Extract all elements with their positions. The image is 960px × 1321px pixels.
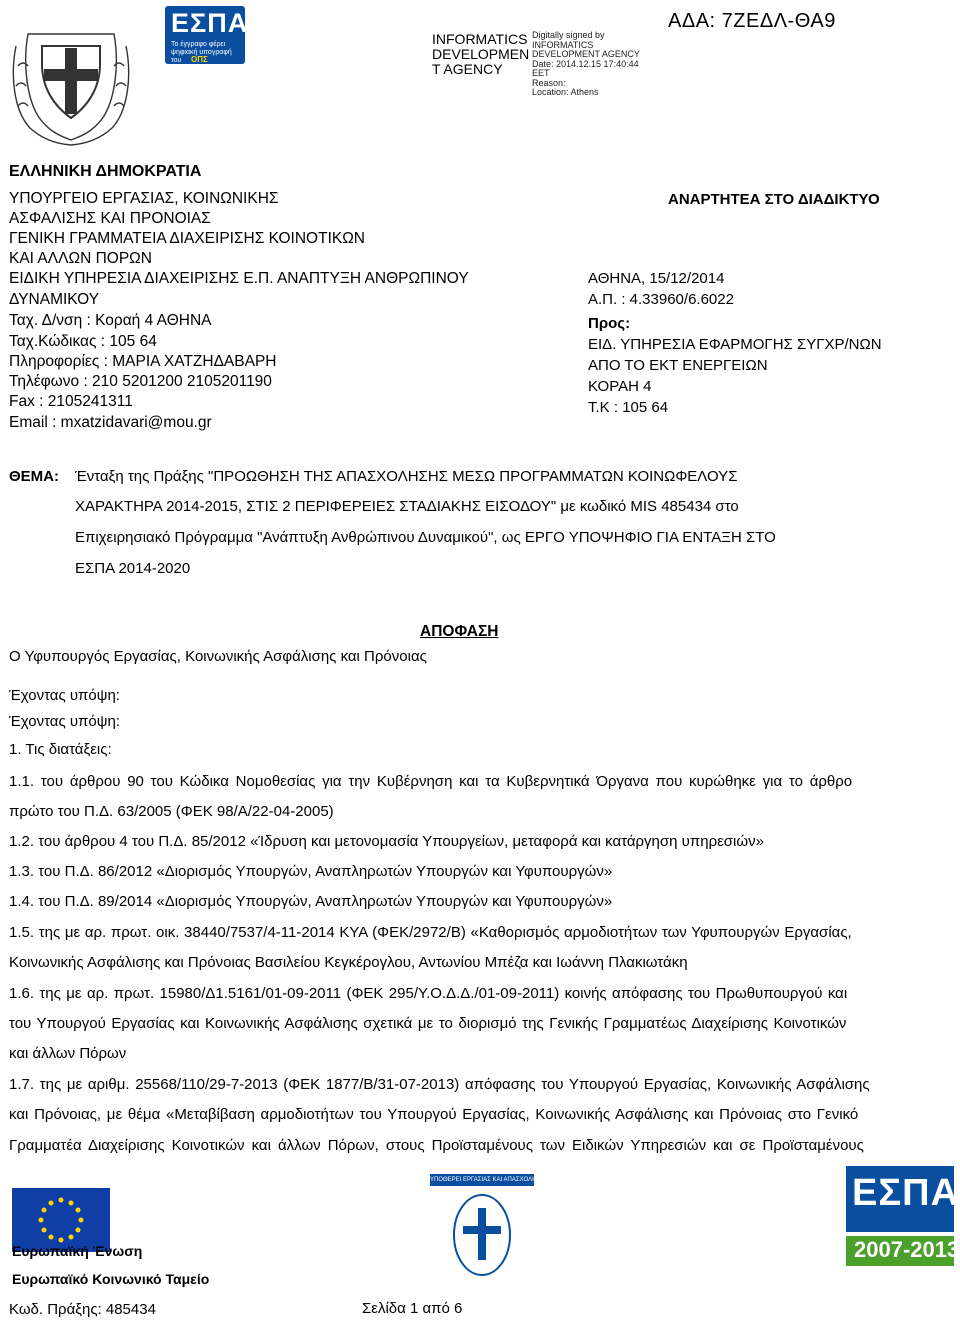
special-service-line: ΕΙΔΙΚΗ ΥΠΗΡΕΣΙΑ ΔΙΑΧΕΙΡΙΣΗΣ Ε.Π. ΑΝΑΠΤΥΞΗ ΑΝΘΡΩΠΙΝΟΥ	[9, 270, 469, 287]
recipient-line: ΑΠΟ ΤΟ ΕΚΤ ΕΝΕΡΓΕΙΩΝ	[588, 357, 768, 374]
espa-stamp-logo	[165, 6, 249, 64]
recipient-line: ΕΙΔ. ΥΠΗΡΕΣΙΑ ΕΦΑΡΜΟΓΗΣ ΣΥΓΧΡ/ΝΩΝ	[588, 336, 882, 353]
provision-item: Κοινωνικής Ασφάλισης και Πρόνοιας Βασιλείου Κεγκέρογλου, Αντωνίου Μπέζα και Ιωάννη Πλακιωτάκη	[9, 954, 688, 971]
signature-org-line: INFORMATICS	[432, 31, 528, 47]
greek-emblem-icon	[8, 6, 134, 146]
special-service-line: ΔΥΝΑΜΙΚΟΥ	[9, 291, 100, 308]
postal-code: Ταχ.Κώδικας : 105 64	[9, 333, 157, 350]
recipient-label: Προς:	[588, 315, 631, 332]
espa-stamp-title: ΕΣΠΑ	[171, 8, 249, 38]
general-secretariat-line: ΓΕΝΙΚΗ ΓΡΑΜΜΑΤΕΙΑ ΔΙΑΧΕΙΡΙΣΗΣ ΚΟΙΝΟΤΙΚΩΝ	[9, 230, 365, 247]
provision-item: 1.1. του άρθρου 90 του Κώδικα Νομοθεσίας για την Κυβέρνηση και τα Κυβερνητικά Όργανα που κυρώθηκε για το άρθρο	[9, 773, 853, 790]
decision-authority: Ο Υφυπουργός Εργασίας, Κοινωνικής Ασφάλισης και Πρόνοιας	[9, 648, 427, 665]
provision-item: 1.6. της με αρ. πρωτ. 15980/Δ1.5161/01-09-2011 (ΦΕΚ 295/Υ.Ο.Δ.Δ./01-09-2011) κοινής απόφασης του Πρωθυπουργού και	[9, 985, 848, 1002]
fax-number: Fax : 2105241311	[9, 393, 133, 410]
subject-line: ΕΣΠΑ 2014-2020	[75, 560, 191, 577]
republic-title: ΕΛΛΗΝΙΚΗ ΔΗΜΟΚΡΑΤΙΑ	[9, 163, 202, 180]
signature-detail-line: DEVELOPMENT AGENCY	[532, 49, 640, 59]
espa-stamp-note: Το έγγραφο φέρει ψηφιακή υπογραφή του	[171, 41, 232, 64]
provision-item: 1.5. της με αρ. πρωτ. οικ. 38440/7537/4-11-2014 ΚΥΑ (ΦΕΚ/2972/Β) «Καθορισμός αρμοδιοτήτων των Υφυπουργών Εργασίας,	[9, 924, 852, 941]
posting-notice: ΑΝΑΡΤΗΤΕΑ ΣΤΟ ΔΙΑΔΙΚΤΥΟ	[668, 191, 880, 208]
ministry-labour-logo	[426, 1160, 549, 1290]
provision-item: και άλλων Πόρων	[9, 1045, 127, 1062]
postal-address: Ταχ. Δ/νση : Κοραή 4 ΑΘΗΝΑ	[9, 312, 212, 329]
considering-heading: Έχοντας υπόψη:	[9, 713, 120, 730]
subject-line: Ένταξη της Πράξης "ΠΡΟΩΘΗΣΗ ΤΗΣ ΑΠΑΣΧΟΛΗΣΗΣ ΜΕΣΩ ΠΡΟΓΡΑΜΜΑΤΩΝ ΚΟΙΝΩΦΕΛΟΥΣ	[75, 468, 738, 485]
espa-logo-years: 2007-2013	[854, 1237, 960, 1262]
signature-detail-line: INFORMATICS	[532, 39, 594, 50]
contact-person: Πληροφορίες : ΜΑΡΙΑ ΧΑΤΖΗΔΑΒΑΡΗ	[9, 353, 277, 370]
provision-item: και Πρόνοιας, με θέμα «Μεταβίβαση αρμοδιοτήτων του Υπουργού Εργασίας, Κοινωνικής Ασφάλισης και Πρόνοιας στο Γενικό	[9, 1106, 859, 1123]
provision-item: του Υπουργού Εργασίας και Κοινωνικής Ασφάλισης σχετικά με το διορισμό της Γενικής Γραμματέως Διαχείρισης Κοινοτικών	[9, 1015, 847, 1032]
provision-item: 1.3. του Π.Δ. 86/2012 «Διορισμός Υπουργών, Αναπληρωτών Υπουργών και Υφυπουργών»	[9, 863, 613, 880]
subject-line: Επιχειρησιακό Πρόγραμμα "Ανάπτυξη Ανθρώπινου Δυναμικού", ως ΕΡΓΟ ΥΠΟΨΗΦΙΟ ΓΙΑ ΕΝΤΑΞΗ ΣΤΟ	[75, 529, 776, 546]
provision-item: 1.2. του άρθρου 4 του Π.Δ. 85/2012 «Ίδρυση και μετονομασία Υπουργείων, μεταφορά και κατάργηση υπηρεσιών»	[9, 833, 764, 850]
considering-heading: Έχοντας υπόψη:	[9, 687, 120, 704]
signature-organization	[432, 32, 529, 77]
ministry-logo-banner: ΥΠΟΘΕΡΕΙ ΕΡΓΑΣΙΑΣ ΚΑΙ ΑΠΑΣΧΟΛΗΣΗΣ	[430, 1174, 534, 1186]
signature-detail-line: Digitally signed by	[532, 30, 605, 40]
recipient-line: Τ.Κ : 105 64	[588, 399, 669, 416]
espa-logo	[846, 1166, 960, 1266]
provision-item: πρώτο του Π.Δ. 63/2005 (ΦΕΚ 98/Α/22-04-2005)	[9, 803, 334, 820]
signature-org-line: DEVELOPMEN	[432, 46, 530, 62]
espa-logo-title: ΕΣΠΑ	[852, 1172, 960, 1214]
email-address: Email : mxatzidavari@mou.gr	[9, 414, 212, 431]
footer-page-number: Σελίδα 1 από 6	[362, 1300, 463, 1317]
signature-detail-line: Location: Athens	[532, 87, 599, 97]
ministry-line: ΑΣΦΑΛΙΣΗΣ ΚΑΙ ΠΡΟΝΟΙΑΣ	[9, 210, 211, 227]
protocol-number: Α.Π. : 4.33960/6.6022	[588, 291, 734, 308]
signature-org-line: T AGENCY	[432, 61, 503, 77]
provisions-heading: 1. Τις διατάξεις:	[9, 741, 112, 758]
footer-eu-label: Ευρωπαϊκή Ένωση	[12, 1243, 143, 1259]
provision-item: Γραμματέα Διαχείρισης Κοινοτικών και άλλων Πόρων, στους Προϊσταμένους των Ειδικών Υπηρεσιών και σε Προϊσταμένους	[9, 1137, 864, 1154]
ministry-line: ΥΠΟΥΡΓΕΙΟ ΕΡΓΑΣΙΑΣ, ΚΟΙΝΩΝΙΚΗΣ	[9, 190, 279, 207]
provision-item: 1.4. του Π.Δ. 89/2014 «Διορισμός Υπουργών, Αναπληρωτών Υπουργών και Υφυπουργών»	[9, 893, 613, 910]
signature-detail-line: Reason:	[532, 77, 566, 88]
ministry-logo-emblem-icon	[451, 1190, 513, 1280]
subject-label: ΘΕΜΑ:	[9, 468, 59, 485]
espa-stamp-ops: ΟΠΣ	[191, 55, 208, 64]
footer-action-code: Κωδ. Πράξης: 485434	[9, 1301, 156, 1318]
provision-item: 1.7. της με αριθμ. 25568/110/29-7-2013 (ΦΕΚ 1877/Β/31-07-2013) απόφασης του Υπουργού Εργασίας, Κοινωνικής Ασφάλισης	[9, 1076, 870, 1093]
subject-line: ΧΑΡΑΚΤΗΡΑ 2014-2015, ΣΤΙΣ 2 ΠΕΡΙΦΕΡΕΙΕΣ ΣΤΑΔΙΑΚΗΣ ΕΙΣΟΔΟΥ" με κωδικό MIS 485434 στο	[75, 498, 739, 515]
phone-number: Τηλέφωνο : 210 5201200 2105201190	[9, 373, 272, 390]
general-secretariat-line: ΚΑΙ ΑΛΛΩΝ ΠΟΡΩΝ	[9, 250, 152, 267]
ada-code: ΑΔΑ: 7ΖΕΔΛ-ΘΑ9	[668, 10, 836, 32]
signature-detail-line: EET	[532, 68, 550, 78]
signature-detail-line: Date: 2014.12.15 17:40:44	[532, 58, 639, 69]
document-date: ΑΘΗΝΑ, 15/12/2014	[588, 270, 725, 287]
decision-title: ΑΠΟΦΑΣΗ	[420, 623, 499, 640]
footer-fund-label: Ευρωπαϊκό Κοινωνικό Ταμείο	[12, 1271, 210, 1287]
recipient-line: ΚΟΡΑΗ 4	[588, 378, 652, 395]
signature-details	[532, 31, 640, 98]
